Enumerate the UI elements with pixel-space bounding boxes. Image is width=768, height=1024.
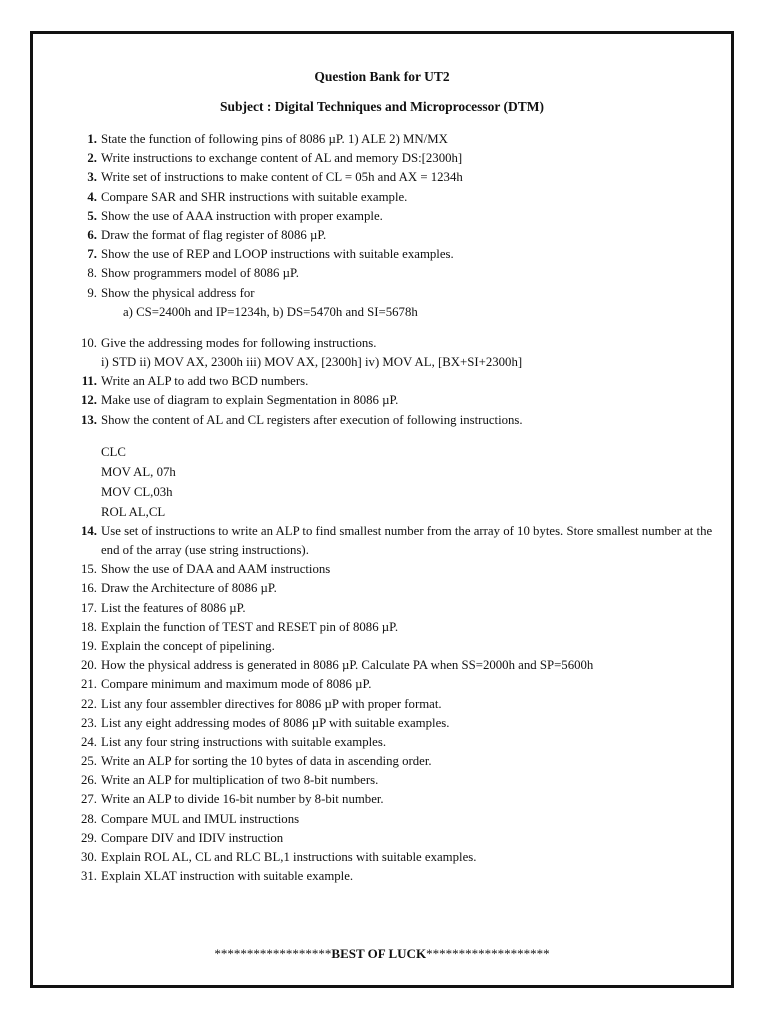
question-item bbox=[73, 226, 728, 245]
question-subline bbox=[73, 303, 728, 322]
question-text: Write an ALP to add two BCD numbers. bbox=[101, 374, 309, 389]
question-text: Show the use of DAA and AAM instructions bbox=[101, 562, 331, 577]
question-item bbox=[73, 264, 728, 283]
question-subtext: a) CS=2400h and IP=1234h, b) DS=5470h and SI=5678h bbox=[123, 304, 418, 319]
question-item bbox=[73, 522, 728, 560]
question-text: Show the physical address for bbox=[101, 285, 255, 300]
question-item bbox=[73, 656, 728, 675]
question-number: 3. bbox=[87, 170, 97, 185]
question-item bbox=[73, 579, 728, 598]
best-of-luck-footer bbox=[33, 946, 731, 962]
question-item bbox=[73, 848, 728, 867]
question-number: 8. bbox=[87, 266, 97, 281]
question-text: List any eight addressing modes of 8086 µP with suitable examples. bbox=[101, 715, 450, 730]
footer-stars-right: ******************* bbox=[426, 946, 550, 961]
question-number: 13. bbox=[81, 412, 97, 427]
question-text: Use set of instructions to write an ALP to find smallest number from the array of 10 bytes. Store smallest number at the end of the array (use string instructions). bbox=[101, 523, 713, 558]
question-text: List any four string instructions with suitable examples. bbox=[101, 734, 387, 749]
question-item bbox=[73, 207, 728, 226]
question-number: 11. bbox=[81, 374, 97, 389]
question-text: Explain ROL AL, CL and RLC BL,1 instructions with suitable examples. bbox=[101, 850, 477, 865]
code-text: ROL AL,CL bbox=[101, 504, 166, 519]
question-number: 19. bbox=[81, 638, 97, 653]
question-text: Explain the function of TEST and RESET pin of 8086 µP. bbox=[101, 619, 399, 634]
code-text: MOV AL, 07h bbox=[101, 464, 176, 479]
question-item bbox=[73, 599, 728, 618]
question-text: Explain the concept of pipelining. bbox=[101, 638, 275, 653]
question-item bbox=[73, 675, 728, 694]
question-text: Compare SAR and SHR instructions with suitable example. bbox=[101, 189, 408, 204]
question-number: 31. bbox=[81, 869, 97, 884]
question-number: 25. bbox=[81, 754, 97, 769]
question-number: 1. bbox=[87, 132, 97, 146]
question-item bbox=[73, 334, 728, 353]
question-item bbox=[73, 752, 728, 771]
question-number: 6. bbox=[87, 227, 97, 242]
question-text: Write instructions to exchange content of AL and memory DS:[2300h] bbox=[101, 151, 463, 166]
question-item bbox=[73, 618, 728, 637]
question-number: 28. bbox=[81, 811, 97, 826]
question-item bbox=[73, 714, 728, 733]
question-number: 15. bbox=[81, 562, 97, 577]
question-item bbox=[73, 560, 728, 579]
question-text: Compare MUL and IMUL instructions bbox=[101, 811, 300, 826]
question-item bbox=[73, 695, 728, 714]
question-text: How the physical address is generated in 8086 µP. Calculate PA when SS=2000h and SP=5600h bbox=[101, 658, 594, 673]
question-item bbox=[73, 284, 728, 303]
question-item bbox=[73, 411, 728, 430]
question-number: 12. bbox=[81, 393, 97, 408]
question-number: 7. bbox=[87, 247, 97, 262]
question-text: Draw the format of flag register of 8086 µP. bbox=[101, 227, 327, 242]
question-text: Show programmers model of 8086 µP. bbox=[101, 266, 299, 281]
code-text: CLC bbox=[101, 444, 126, 459]
question-number: 9. bbox=[87, 285, 97, 300]
question-subtext: i) STD ii) MOV AX, 2300h iii) MOV AX, [2300h] iv) MOV AL, [BX+SI+2300h] bbox=[101, 355, 523, 370]
code-line bbox=[73, 482, 728, 502]
question-item bbox=[73, 637, 728, 656]
question-item bbox=[73, 188, 728, 207]
question-number: 20. bbox=[81, 658, 97, 673]
question-item bbox=[73, 168, 728, 187]
question-item bbox=[73, 790, 728, 809]
question-item bbox=[73, 149, 728, 168]
question-subline bbox=[73, 353, 728, 372]
question-text: Compare minimum and maximum mode of 8086 µP. bbox=[101, 677, 372, 692]
code-line bbox=[73, 502, 728, 522]
question-item bbox=[73, 829, 728, 848]
code-line bbox=[73, 442, 728, 462]
question-number: 23. bbox=[81, 715, 97, 730]
question-number: 21. bbox=[81, 677, 97, 692]
question-text: Show the use of REP and LOOP instructions with suitable examples. bbox=[101, 247, 454, 262]
question-item bbox=[73, 130, 728, 149]
question-text: Explain XLAT instruction with suitable example. bbox=[101, 869, 354, 884]
question-text: Show the content of AL and CL registers after execution of following instructions. bbox=[101, 412, 523, 427]
question-number: 5. bbox=[87, 208, 97, 223]
question-number: 27. bbox=[81, 792, 97, 807]
question-number: 22. bbox=[81, 696, 97, 711]
question-text: List any four assembler directives for 8086 µP with proper format. bbox=[101, 696, 442, 711]
question-number: 2. bbox=[87, 151, 97, 166]
question-text: Draw the Architecture of 8086 µP. bbox=[101, 581, 277, 596]
question-number: 24. bbox=[81, 734, 97, 749]
question-number: 18. bbox=[81, 619, 97, 634]
question-text: Write an ALP to divide 16-bit number by 8-bit number. bbox=[101, 792, 384, 807]
footer-stars-left: ****************** bbox=[214, 946, 332, 961]
question-text: Show the use of AAA instruction with proper example. bbox=[101, 208, 383, 223]
question-item bbox=[73, 245, 728, 264]
question-number: 4. bbox=[87, 189, 97, 204]
question-number: 16. bbox=[81, 581, 97, 596]
question-number: 29. bbox=[81, 830, 97, 845]
question-item bbox=[73, 372, 728, 391]
question-item bbox=[73, 867, 728, 886]
footer-text: BEST OF LUCK bbox=[331, 946, 427, 961]
question-text: Write an ALP for sorting the 10 bytes of data in ascending order. bbox=[101, 754, 432, 769]
code-text: MOV CL,03h bbox=[101, 484, 173, 499]
question-list bbox=[73, 130, 728, 886]
question-text: Make use of diagram to explain Segmentation in 8086 µP. bbox=[101, 393, 399, 408]
question-text: List the features of 8086 µP. bbox=[101, 600, 246, 615]
question-number: 30. bbox=[81, 850, 97, 865]
question-number: 10. bbox=[81, 335, 97, 350]
subject-line: Subject : Digital Techniques and Microprocessor (DTM) bbox=[219, 99, 544, 114]
question-item bbox=[73, 733, 728, 752]
question-text: Give the addressing modes for following instructions. bbox=[101, 335, 377, 350]
question-text: Write set of instructions to make content of CL = 05h and AX = 1234h bbox=[101, 170, 463, 185]
question-text: State the function of following pins of 8086 µP. 1) ALE 2) MN/MX bbox=[101, 132, 448, 146]
question-item bbox=[73, 391, 728, 410]
page-title: Question Bank for UT2 bbox=[314, 69, 450, 84]
question-item bbox=[73, 771, 728, 790]
question-text: Write an ALP for multiplication of two 8-bit numbers. bbox=[101, 773, 379, 788]
question-text: Compare DIV and IDIV instruction bbox=[101, 830, 284, 845]
page-border bbox=[30, 31, 734, 988]
question-number: 17. bbox=[81, 600, 97, 615]
question-item bbox=[73, 810, 728, 829]
question-number: 14. bbox=[81, 523, 97, 538]
code-line bbox=[73, 462, 728, 482]
question-number: 26. bbox=[81, 773, 97, 788]
